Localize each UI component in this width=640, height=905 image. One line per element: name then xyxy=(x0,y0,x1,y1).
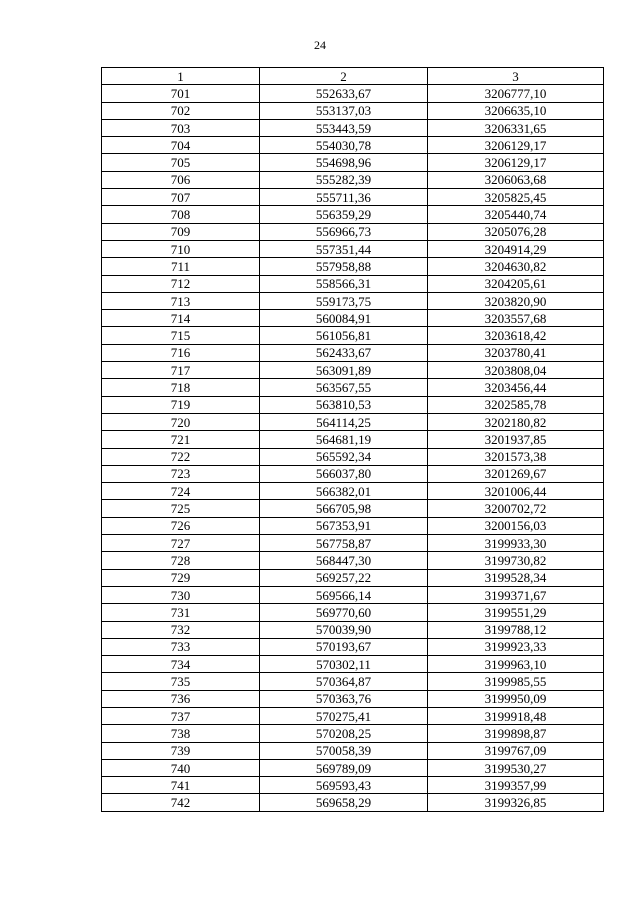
y-coordinate-cell: 3203820,90 xyxy=(428,292,604,309)
y-coordinate-cell: 3206331,65 xyxy=(428,119,604,136)
table-row xyxy=(102,794,604,811)
x-coordinate-cell: 570275,41 xyxy=(260,707,428,724)
y-coordinate-cell: 3205076,28 xyxy=(428,223,604,240)
x-coordinate-cell: 556966,73 xyxy=(260,223,428,240)
point-number-cell: 736 xyxy=(102,690,260,707)
page-number: 24 xyxy=(314,38,326,52)
table-row xyxy=(102,154,604,171)
y-coordinate-cell: 3206777,10 xyxy=(428,85,604,102)
x-coordinate-cell: 562433,67 xyxy=(260,344,428,361)
x-coordinate-cell: 567758,87 xyxy=(260,535,428,552)
table-row xyxy=(102,656,604,673)
x-coordinate-cell: 570363,76 xyxy=(260,690,428,707)
y-coordinate-cell: 3201269,67 xyxy=(428,465,604,482)
x-coordinate-cell: 570208,25 xyxy=(260,725,428,742)
point-number-cell: 724 xyxy=(102,483,260,500)
y-coordinate-cell: 3203456,44 xyxy=(428,379,604,396)
x-coordinate-cell: 557958,88 xyxy=(260,258,428,275)
x-coordinate-cell: 555282,39 xyxy=(260,171,428,188)
point-number-cell: 739 xyxy=(102,742,260,759)
y-coordinate-cell: 3199767,09 xyxy=(428,742,604,759)
point-number-cell: 742 xyxy=(102,794,260,811)
y-coordinate-cell: 3199985,55 xyxy=(428,673,604,690)
point-number-cell: 741 xyxy=(102,777,260,794)
x-coordinate-cell: 552633,67 xyxy=(260,85,428,102)
point-number-cell: 733 xyxy=(102,638,260,655)
table-row xyxy=(102,292,604,309)
y-coordinate-cell: 3199357,99 xyxy=(428,777,604,794)
coordinates-table xyxy=(101,67,604,812)
point-number-cell: 706 xyxy=(102,171,260,188)
x-coordinate-cell: 566037,80 xyxy=(260,465,428,482)
point-number-cell: 703 xyxy=(102,119,260,136)
point-number-cell: 707 xyxy=(102,189,260,206)
y-coordinate-cell: 3204205,61 xyxy=(428,275,604,292)
table-header-row xyxy=(102,68,604,85)
table-row xyxy=(102,206,604,223)
table-row xyxy=(102,673,604,690)
point-number-cell: 710 xyxy=(102,240,260,257)
table-row xyxy=(102,500,604,517)
point-number-cell: 714 xyxy=(102,310,260,327)
table-row xyxy=(102,327,604,344)
y-coordinate-cell: 3199963,10 xyxy=(428,656,604,673)
y-coordinate-cell: 3199898,87 xyxy=(428,725,604,742)
x-coordinate-cell: 560084,91 xyxy=(260,310,428,327)
table-row xyxy=(102,413,604,430)
point-number-cell: 718 xyxy=(102,379,260,396)
point-number-cell: 708 xyxy=(102,206,260,223)
point-number-cell: 737 xyxy=(102,707,260,724)
y-coordinate-cell: 3205825,45 xyxy=(428,189,604,206)
y-coordinate-cell: 3206129,17 xyxy=(428,154,604,171)
table-row xyxy=(102,344,604,361)
x-coordinate-cell: 568447,30 xyxy=(260,552,428,569)
point-number-cell: 723 xyxy=(102,465,260,482)
point-number-cell: 732 xyxy=(102,621,260,638)
point-number-cell: 705 xyxy=(102,154,260,171)
x-coordinate-cell: 553443,59 xyxy=(260,119,428,136)
x-coordinate-cell: 570039,90 xyxy=(260,621,428,638)
table-row xyxy=(102,431,604,448)
x-coordinate-cell: 559173,75 xyxy=(260,292,428,309)
table-row xyxy=(102,137,604,154)
point-number-cell: 728 xyxy=(102,552,260,569)
y-coordinate-cell: 3199528,34 xyxy=(428,569,604,586)
x-coordinate-cell: 553137,03 xyxy=(260,102,428,119)
table-row xyxy=(102,189,604,206)
point-number-cell: 735 xyxy=(102,673,260,690)
x-coordinate-cell: 564681,19 xyxy=(260,431,428,448)
x-coordinate-cell: 569658,29 xyxy=(260,794,428,811)
y-coordinate-cell: 3203780,41 xyxy=(428,344,604,361)
table-row xyxy=(102,85,604,102)
table-row xyxy=(102,759,604,776)
coordinates-table-body xyxy=(102,68,604,812)
x-coordinate-cell: 565592,34 xyxy=(260,448,428,465)
table-row xyxy=(102,621,604,638)
table-row xyxy=(102,777,604,794)
x-coordinate-cell: 558566,31 xyxy=(260,275,428,292)
table-row xyxy=(102,465,604,482)
table-row xyxy=(102,171,604,188)
table-row xyxy=(102,638,604,655)
point-number-cell: 731 xyxy=(102,604,260,621)
point-number-cell: 730 xyxy=(102,586,260,603)
x-coordinate-cell: 570193,67 xyxy=(260,638,428,655)
y-coordinate-cell: 3204914,29 xyxy=(428,240,604,257)
table-row xyxy=(102,552,604,569)
y-coordinate-cell: 3206129,17 xyxy=(428,137,604,154)
x-coordinate-cell: 563091,89 xyxy=(260,362,428,379)
point-number-cell: 726 xyxy=(102,517,260,534)
point-number-cell: 719 xyxy=(102,396,260,413)
point-number-cell: 711 xyxy=(102,258,260,275)
point-number-cell: 709 xyxy=(102,223,260,240)
y-coordinate-cell: 3203618,42 xyxy=(428,327,604,344)
column-header-y-coordinate: 3 xyxy=(428,68,604,85)
x-coordinate-cell: 569593,43 xyxy=(260,777,428,794)
y-coordinate-cell: 3199730,82 xyxy=(428,552,604,569)
y-coordinate-cell: 3201937,85 xyxy=(428,431,604,448)
x-coordinate-cell: 563567,55 xyxy=(260,379,428,396)
point-number-cell: 722 xyxy=(102,448,260,465)
table-row xyxy=(102,223,604,240)
x-coordinate-cell: 570364,87 xyxy=(260,673,428,690)
point-number-cell: 717 xyxy=(102,362,260,379)
x-coordinate-cell: 567353,91 xyxy=(260,517,428,534)
point-number-cell: 720 xyxy=(102,413,260,430)
table-row xyxy=(102,517,604,534)
point-number-cell: 727 xyxy=(102,535,260,552)
point-number-cell: 734 xyxy=(102,656,260,673)
y-coordinate-cell: 3206063,68 xyxy=(428,171,604,188)
table-row xyxy=(102,102,604,119)
point-number-cell: 715 xyxy=(102,327,260,344)
x-coordinate-cell: 564114,25 xyxy=(260,413,428,430)
point-number-cell: 725 xyxy=(102,500,260,517)
point-number-cell: 721 xyxy=(102,431,260,448)
x-coordinate-cell: 569770,60 xyxy=(260,604,428,621)
x-coordinate-cell: 569566,14 xyxy=(260,586,428,603)
table-row xyxy=(102,535,604,552)
y-coordinate-cell: 3199923,33 xyxy=(428,638,604,655)
x-coordinate-cell: 555711,36 xyxy=(260,189,428,206)
point-number-cell: 704 xyxy=(102,137,260,154)
column-header-point-number: 1 xyxy=(102,68,260,85)
table-row xyxy=(102,258,604,275)
y-coordinate-cell: 3202180,82 xyxy=(428,413,604,430)
x-coordinate-cell: 566382,01 xyxy=(260,483,428,500)
table-row xyxy=(102,362,604,379)
x-coordinate-cell: 563810,53 xyxy=(260,396,428,413)
table-row xyxy=(102,379,604,396)
table-row xyxy=(102,707,604,724)
x-coordinate-cell: 570302,11 xyxy=(260,656,428,673)
y-coordinate-cell: 3200156,03 xyxy=(428,517,604,534)
table-row xyxy=(102,240,604,257)
y-coordinate-cell: 3202585,78 xyxy=(428,396,604,413)
table-row xyxy=(102,725,604,742)
y-coordinate-cell: 3206635,10 xyxy=(428,102,604,119)
x-coordinate-cell: 557351,44 xyxy=(260,240,428,257)
point-number-cell: 738 xyxy=(102,725,260,742)
table-row xyxy=(102,483,604,500)
x-coordinate-cell: 554698,96 xyxy=(260,154,428,171)
table-row xyxy=(102,119,604,136)
point-number-cell: 729 xyxy=(102,569,260,586)
x-coordinate-cell: 569257,22 xyxy=(260,569,428,586)
x-coordinate-cell: 556359,29 xyxy=(260,206,428,223)
x-coordinate-cell: 554030,78 xyxy=(260,137,428,154)
table-row xyxy=(102,742,604,759)
point-number-cell: 701 xyxy=(102,85,260,102)
y-coordinate-cell: 3200702,72 xyxy=(428,500,604,517)
table-row xyxy=(102,604,604,621)
point-number-cell: 713 xyxy=(102,292,260,309)
y-coordinate-cell: 3199918,48 xyxy=(428,707,604,724)
y-coordinate-cell: 3203808,04 xyxy=(428,362,604,379)
column-header-x-coordinate: 2 xyxy=(260,68,428,85)
point-number-cell: 712 xyxy=(102,275,260,292)
y-coordinate-cell: 3203557,68 xyxy=(428,310,604,327)
y-coordinate-cell: 3201006,44 xyxy=(428,483,604,500)
y-coordinate-cell: 3205440,74 xyxy=(428,206,604,223)
x-coordinate-cell: 569789,09 xyxy=(260,759,428,776)
table-row xyxy=(102,310,604,327)
y-coordinate-cell: 3201573,38 xyxy=(428,448,604,465)
point-number-cell: 740 xyxy=(102,759,260,776)
y-coordinate-cell: 3199933,30 xyxy=(428,535,604,552)
table-row xyxy=(102,275,604,292)
table-row xyxy=(102,448,604,465)
x-coordinate-cell: 561056,81 xyxy=(260,327,428,344)
y-coordinate-cell: 3199371,67 xyxy=(428,586,604,603)
y-coordinate-cell: 3199530,27 xyxy=(428,759,604,776)
y-coordinate-cell: 3199551,29 xyxy=(428,604,604,621)
table-row xyxy=(102,569,604,586)
y-coordinate-cell: 3199950,09 xyxy=(428,690,604,707)
x-coordinate-cell: 566705,98 xyxy=(260,500,428,517)
table-row xyxy=(102,396,604,413)
y-coordinate-cell: 3204630,82 xyxy=(428,258,604,275)
y-coordinate-cell: 3199788,12 xyxy=(428,621,604,638)
table-row xyxy=(102,690,604,707)
point-number-cell: 702 xyxy=(102,102,260,119)
y-coordinate-cell: 3199326,85 xyxy=(428,794,604,811)
table-row xyxy=(102,586,604,603)
x-coordinate-cell: 570058,39 xyxy=(260,742,428,759)
point-number-cell: 716 xyxy=(102,344,260,361)
